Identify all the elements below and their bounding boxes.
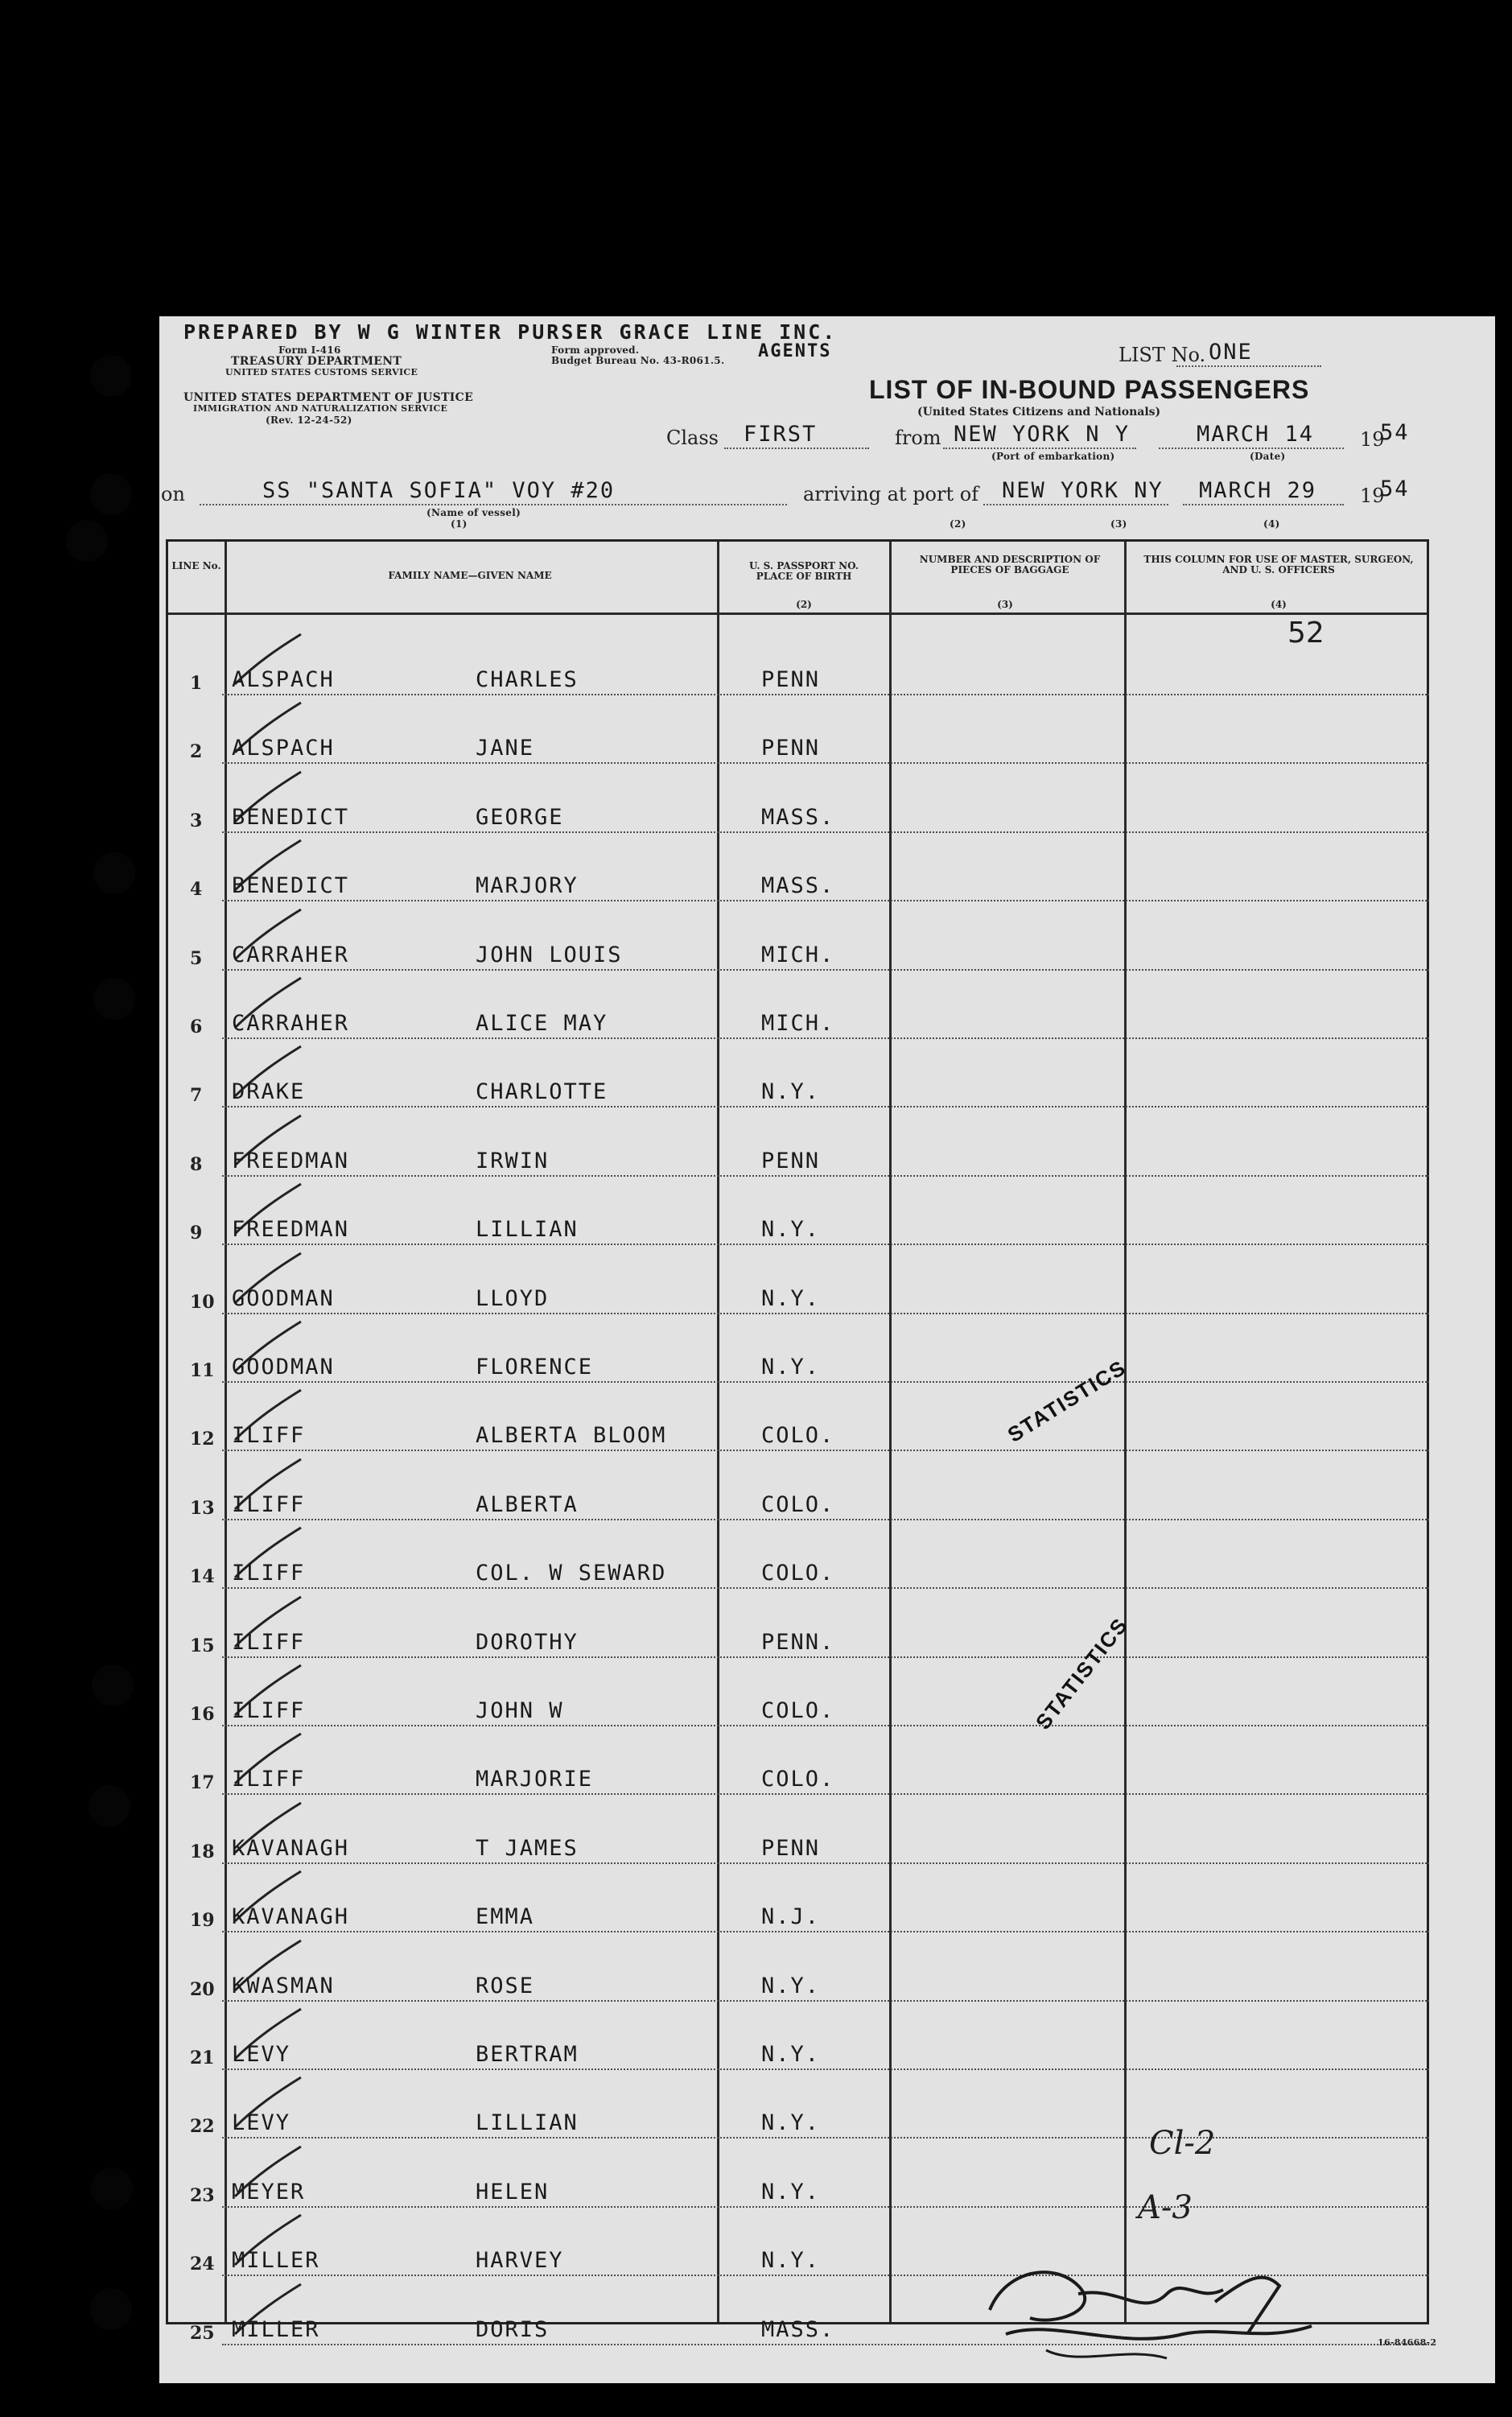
family-name: GOODMAN xyxy=(232,1285,335,1311)
place-of-birth: COLO. xyxy=(761,1767,835,1792)
from-line xyxy=(943,448,1136,449)
row-dotted-rule xyxy=(222,1450,1429,1451)
given-name: JOHN W xyxy=(476,1698,564,1723)
place-of-birth: N.Y. xyxy=(761,1285,821,1311)
table-row xyxy=(166,980,1429,1047)
vessel-caption-num: (1) xyxy=(451,518,468,530)
place-of-birth: COLO. xyxy=(761,1423,835,1449)
family-name: KAVANAGH xyxy=(232,1904,350,1930)
line-number: 2 xyxy=(190,741,203,763)
arrival-port: NEW YORK NY xyxy=(1002,478,1164,503)
line-number: 22 xyxy=(190,2116,215,2138)
line-number: 16 xyxy=(190,1704,215,1725)
table-row xyxy=(166,1117,1429,1185)
family-name: MILLER xyxy=(232,2316,320,2342)
handwritten-note-2: A-3 xyxy=(1138,2189,1193,2226)
row-dotted-rule xyxy=(222,1175,1429,1177)
binder-hole xyxy=(90,473,132,515)
row-dotted-rule xyxy=(222,1793,1429,1795)
row-dotted-rule xyxy=(222,900,1429,901)
given-name: MARJORY xyxy=(476,873,579,899)
row-dotted-rule xyxy=(222,1862,1429,1864)
line-number: 4 xyxy=(190,879,203,901)
place-of-birth: PENN xyxy=(761,1148,821,1173)
place-of-birth: MASS. xyxy=(761,804,835,830)
col-header-name: FAMILY NAME—GIVEN NAME xyxy=(388,570,552,581)
given-name: ALBERTA BLOOM xyxy=(476,1423,667,1449)
given-name: DORIS xyxy=(476,2316,550,2342)
line-number: 17 xyxy=(190,1772,215,1794)
line-number: 13 xyxy=(190,1497,215,1519)
form-number: Form I-416 xyxy=(278,344,341,356)
table-row xyxy=(166,1255,1429,1322)
revision: (Rev. 12-24-52) xyxy=(266,415,352,426)
table-row xyxy=(166,1461,1429,1528)
header-rule xyxy=(168,612,1427,615)
footer-code: 16-84668-2 xyxy=(1378,2337,1437,2348)
on-label: on xyxy=(161,483,185,505)
row-dotted-rule xyxy=(222,1656,1429,1658)
line-number: 1 xyxy=(190,673,203,694)
given-name: FLORENCE xyxy=(476,1355,594,1380)
family-name: ILIFF xyxy=(232,1561,306,1586)
family-name: ALSPACH xyxy=(232,736,335,761)
statistics-stamp: STATISTICS xyxy=(1003,1355,1131,1447)
place-of-birth: MICH. xyxy=(761,942,835,967)
row-dotted-rule xyxy=(222,1381,1429,1383)
family-name: KAVANAGH xyxy=(232,1835,350,1861)
family-name: ILIFF xyxy=(232,1629,306,1655)
line-number: 24 xyxy=(190,2254,215,2275)
list-no-line xyxy=(1176,365,1321,367)
row-dotted-rule xyxy=(222,2000,1429,2002)
family-name: CARRAHER xyxy=(232,942,350,967)
family-name: ILIFF xyxy=(232,1767,306,1792)
binder-hole xyxy=(89,1785,130,1827)
binder-hole xyxy=(93,852,135,894)
row-dotted-rule xyxy=(222,1037,1429,1039)
line-number: 14 xyxy=(190,1566,215,1588)
row-dotted-rule xyxy=(222,2068,1429,2070)
given-name: IRWIN xyxy=(476,1148,550,1173)
row-dotted-rule xyxy=(222,1106,1429,1107)
family-name: LEVY xyxy=(232,2110,291,2136)
arrival-date-line xyxy=(1183,504,1344,505)
place-of-birth: COLO. xyxy=(761,1491,835,1517)
table-row xyxy=(166,1805,1429,1872)
line-number: 7 xyxy=(190,1085,203,1107)
passenger-count: 52 xyxy=(1287,617,1325,650)
arriving-label: arriving at port of xyxy=(803,483,979,505)
given-name: COL. W SEWARD xyxy=(476,1561,667,1586)
given-name: ALBERTA xyxy=(476,1491,579,1517)
line-number: 15 xyxy=(190,1635,215,1656)
binder-hole xyxy=(90,2288,132,2330)
table-row xyxy=(166,1529,1429,1597)
customs-service: UNITED STATES CUSTOMS SERVICE xyxy=(225,367,418,377)
binder-hole xyxy=(66,520,108,562)
given-name: DOROTHY xyxy=(476,1629,579,1655)
vessel-line xyxy=(200,504,787,505)
place-of-birth: N.J. xyxy=(761,1904,821,1930)
row-dotted-rule xyxy=(222,969,1429,971)
binder-hole xyxy=(92,1664,134,1706)
caption-2: (2) xyxy=(950,518,966,530)
table-row xyxy=(166,1392,1429,1459)
place-of-birth: N.Y. xyxy=(761,1079,821,1105)
given-name: CHARLOTTE xyxy=(476,1079,608,1105)
table-row xyxy=(166,842,1429,909)
place-of-birth: PENN xyxy=(761,1835,821,1861)
list-no-value: ONE xyxy=(1209,340,1253,365)
signature xyxy=(958,2246,1328,2374)
family-name: ILIFF xyxy=(232,1491,306,1517)
family-name: KWASMAN xyxy=(232,1973,335,1998)
line-number: 25 xyxy=(190,2322,215,2344)
line-number: 11 xyxy=(190,1360,215,1381)
row-dotted-rule xyxy=(222,1519,1429,1520)
family-name: FREEDMAN xyxy=(232,1148,350,1173)
row-dotted-rule xyxy=(222,1725,1429,1726)
port-embarkation-caption: (Port of embarkation) xyxy=(991,451,1115,462)
table-row xyxy=(166,911,1429,979)
list-no-label: LIST No. xyxy=(1119,344,1206,366)
family-name: BENEDICT xyxy=(232,873,350,899)
given-name: MARJORIE xyxy=(476,1767,594,1792)
given-name: HELEN xyxy=(476,2179,550,2205)
arrival-year: 54 xyxy=(1380,476,1410,501)
family-name: GOODMAN xyxy=(232,1355,335,1380)
place-of-birth: MASS. xyxy=(761,873,835,899)
class-line xyxy=(724,448,869,449)
table-row xyxy=(166,2079,1429,2147)
family-name: CARRAHER xyxy=(232,1011,350,1036)
table-row xyxy=(166,1598,1429,1666)
table-row xyxy=(166,2011,1429,2078)
budget-bureau: Budget Bureau No. 43-R061.5. xyxy=(551,355,725,366)
date-caption: (Date) xyxy=(1250,451,1286,462)
vessel-caption: (Name of vessel) xyxy=(426,507,521,518)
line-number: 23 xyxy=(190,2184,215,2206)
place-of-birth: N.Y. xyxy=(761,1355,821,1380)
table-row xyxy=(166,1735,1429,1803)
form-approved: Form approved. xyxy=(551,344,640,356)
given-name: CHARLES xyxy=(476,667,579,692)
list-subtitle: (United States Citizens and Nationals) xyxy=(917,406,1161,419)
place-of-birth: N.Y. xyxy=(761,2042,821,2067)
row-dotted-rule xyxy=(222,2206,1429,2208)
line-number: 3 xyxy=(190,810,203,831)
arrival-date: MARCH 29 xyxy=(1199,478,1317,503)
agents-label: AGENTS xyxy=(758,341,832,361)
line-number: 21 xyxy=(190,2048,215,2068)
family-name: ILIFF xyxy=(232,1423,306,1449)
place-of-birth: PENN xyxy=(761,667,821,692)
handwritten-note-1: Cl-2 xyxy=(1149,2125,1216,2162)
statistics-stamp-2: STATISTICS xyxy=(1030,1612,1133,1734)
given-name: LILLIAN xyxy=(476,1217,579,1243)
place-of-birth: PENN xyxy=(761,736,821,761)
family-name: DRAKE xyxy=(232,1079,306,1105)
row-dotted-rule xyxy=(222,1587,1429,1589)
family-name: ALSPACH xyxy=(232,667,335,692)
row-dotted-rule xyxy=(222,694,1429,695)
table-row xyxy=(166,636,1429,703)
given-name: ROSE xyxy=(476,1973,535,1998)
binder-hole xyxy=(91,2167,133,2209)
place-of-birth: COLO. xyxy=(761,1698,835,1723)
arrival-year-prefix: 19 xyxy=(1360,485,1385,507)
from-date-line xyxy=(1159,448,1344,449)
class-label: Class xyxy=(666,427,719,449)
family-name: FREEDMAN xyxy=(232,1217,350,1243)
binder-hole xyxy=(90,355,132,397)
table-row xyxy=(166,1667,1429,1734)
vessel-name: SS "SANTA SOFIA" VOY #20 xyxy=(262,478,616,503)
given-name: ALICE MAY xyxy=(476,1011,608,1036)
line-number: 20 xyxy=(190,1978,215,2000)
given-name: JANE xyxy=(476,736,535,761)
caption-4: (4) xyxy=(1263,518,1280,530)
family-name: BENEDICT xyxy=(232,804,350,830)
line-number: 6 xyxy=(190,1017,203,1037)
col-header-officers: THIS COLUMN FOR USE OF MASTER, SURGEON, AND U. S. OFFICERS xyxy=(1143,554,1414,575)
given-name: HARVEY xyxy=(476,2248,564,2274)
place-of-birth: N.Y. xyxy=(761,2110,821,2136)
place-of-birth: MASS. xyxy=(761,2316,835,2342)
list-title: LIST OF IN-BOUND PASSENGERS xyxy=(869,375,1310,404)
from-year-prefix: 19 xyxy=(1360,428,1385,451)
from-label: from xyxy=(895,427,941,449)
sub-header-3: (3) xyxy=(997,599,1013,610)
line-number: 9 xyxy=(190,1223,203,1244)
given-name: LLOYD xyxy=(476,1285,550,1311)
family-name: MILLER xyxy=(232,2248,320,2274)
arrival-port-line xyxy=(983,504,1168,505)
sub-header-2: (2) xyxy=(796,599,812,610)
row-dotted-rule xyxy=(222,1313,1429,1314)
line-number: 10 xyxy=(190,1291,215,1313)
given-name: LILLIAN xyxy=(476,2110,579,2136)
given-name: T JAMES xyxy=(476,1835,579,1861)
given-name: EMMA xyxy=(476,1904,535,1930)
place-of-birth: PENN. xyxy=(761,1629,835,1655)
table-row xyxy=(166,1186,1429,1253)
class-value: FIRST xyxy=(744,422,818,447)
family-name: ILIFF xyxy=(232,1698,306,1723)
table-row xyxy=(166,1323,1429,1391)
place-of-birth: N.Y. xyxy=(761,2248,821,2274)
place-of-birth: N.Y. xyxy=(761,1973,821,1998)
justice-department: UNITED STATES DEPARTMENT OF JUSTICE xyxy=(183,391,474,404)
from-date: MARCH 14 xyxy=(1197,422,1315,447)
line-number: 5 xyxy=(190,947,203,969)
given-name: BERTRAM xyxy=(476,2042,579,2067)
immigration-service: IMMIGRATION AND NATURALIZATION SERVICE xyxy=(193,403,448,414)
prepared-by: PREPARED BY W G WINTER PURSER GRACE LINE INC. xyxy=(183,320,838,344)
line-number: 18 xyxy=(190,1841,215,1862)
from-port: NEW YORK N Y xyxy=(954,422,1131,447)
table-row xyxy=(166,1873,1429,1941)
line-number: 8 xyxy=(190,1153,203,1175)
row-dotted-rule xyxy=(222,1244,1429,1245)
table-row xyxy=(166,2148,1429,2216)
sub-header-4: (4) xyxy=(1271,599,1287,610)
given-name: JOHN LOUIS xyxy=(476,942,623,967)
row-dotted-rule xyxy=(222,1931,1429,1932)
family-name: MEYER xyxy=(232,2179,306,2205)
caption-3: (3) xyxy=(1110,518,1127,530)
from-year: 54 xyxy=(1380,420,1410,445)
table-row xyxy=(166,773,1429,841)
place-of-birth: N.Y. xyxy=(761,1217,821,1243)
table-row xyxy=(166,704,1429,772)
col-header-baggage: NUMBER AND DESCRIPTION OF PIECES OF BAGGAGE xyxy=(919,554,1101,575)
line-number: 19 xyxy=(190,1910,215,1932)
row-dotted-rule xyxy=(222,2137,1429,2139)
place-of-birth: N.Y. xyxy=(761,2179,821,2205)
col-header-line-no: LINE No. xyxy=(171,560,221,571)
place-of-birth: MICH. xyxy=(761,1011,835,1036)
family-name: LEVY xyxy=(232,2042,291,2067)
binder-hole xyxy=(93,978,135,1020)
table-row xyxy=(166,1942,1429,2010)
line-number: 12 xyxy=(190,1429,215,1450)
given-name: GEORGE xyxy=(476,804,564,830)
treasury-department: TREASURY DEPARTMENT xyxy=(231,355,402,368)
table-row xyxy=(166,1048,1429,1116)
place-of-birth: COLO. xyxy=(761,1561,835,1586)
row-dotted-rule xyxy=(222,762,1429,764)
col-header-passport: U. S. PASSPORT NO. PLACE OF BIRTH xyxy=(748,560,859,582)
row-dotted-rule xyxy=(222,831,1429,833)
